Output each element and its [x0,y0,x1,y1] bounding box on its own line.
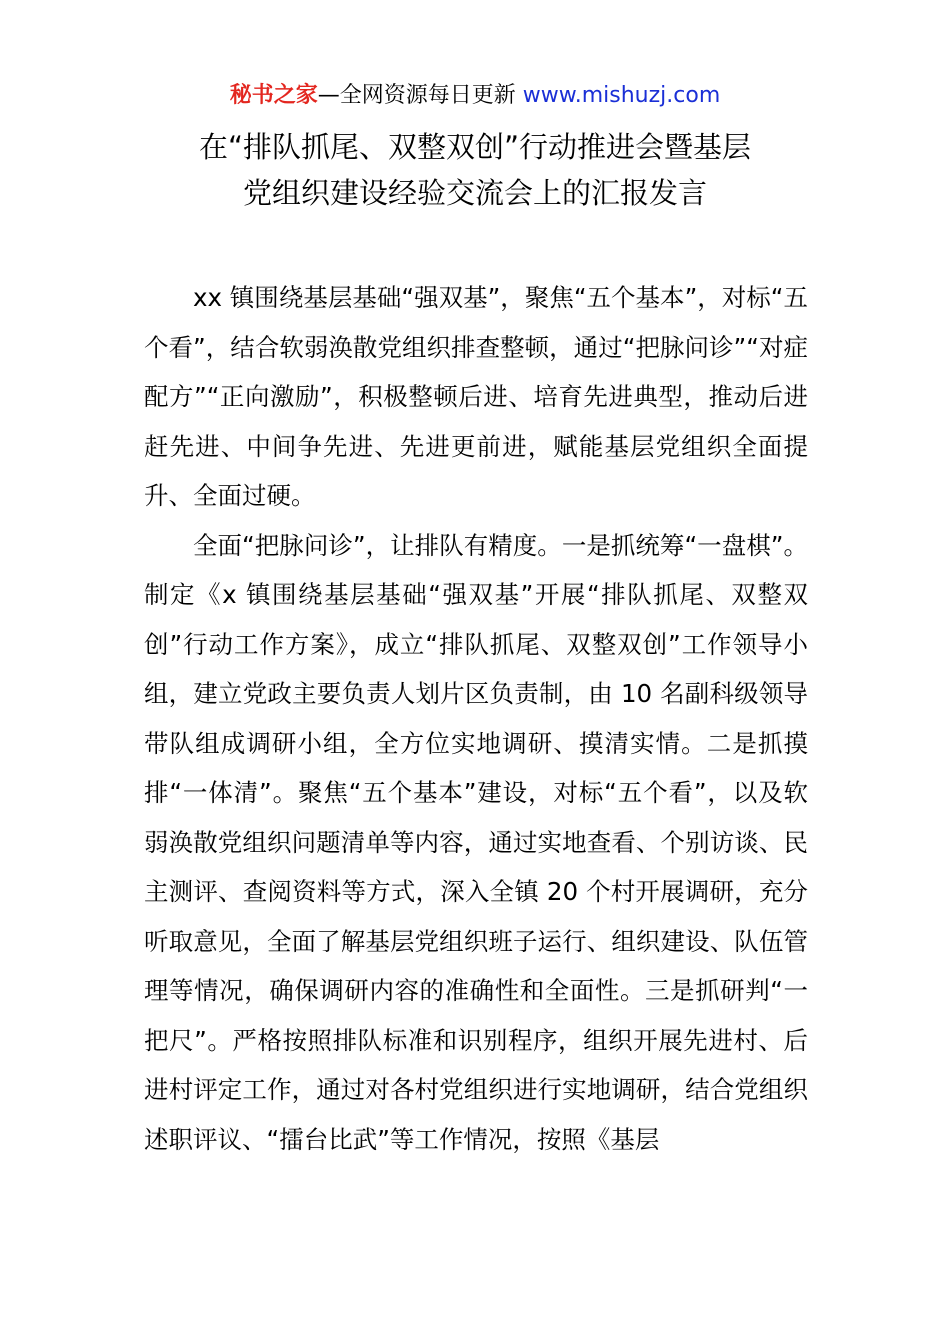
site-tagline: —全网资源每日更新 [317,83,516,108]
site-header [0,80,950,112]
document-title [120,124,830,216]
document-body [144,273,808,1164]
title-line-1: 在“排队抓尾、双整双创”行动推进会暨基层 [198,130,752,164]
title-line-2: 党组织建设经验交流会上的汇报发言 [242,176,707,210]
site-url-link[interactable]: www.mishuzj.com [522,83,721,108]
site-brand: 秘书之家 [229,83,318,108]
body-paragraph-1: xx 镇围绕基层基础“强双基”，聚焦“五个基本”，对标“五个看”，结合软弱涣散党组织排查整顿，通过“把脉问诊”“对症配方”“正向激励”，积极整顿后进、培育先进典型，推动后进赶先进、中间争先进、先进更前进，赋能基层党组织全面提升、全面过硬。 [144,283,808,510]
body-paragraph-2: 全面“把脉问诊”，让排队有精度。一是抓统筹“一盘棋”。制定《x 镇围绕基层基础“强双基”开展“排队抓尾、双整双创”行动工作方案》，成立“排队抓尾、双整双创”工作领导小组，建立党政主要负责人划片区负责制，由 10 名副科级领导带队组成调研小组，全方位实地调研、摸清实情。二是抓摸排“一体清”。聚焦“五个基本”建设，对标“五个看”，以及软弱涣散党组织问题清单等内容，通过实地查看、个别访谈、民主测评、查阅资料等方式，深入全镇 20 个村开展调研，充分听取意见，全面了解基层党组织班子运行、组织建设、队伍管理等情况，确保调研内容的准确性和全面性。三是抓研判“一把尺”。严格按照排队标准和识别程序，组织开展先进村、后进村评定工作，通过对各村党组织进行实地调研，结合党组织述职评议、“擂台比武”等工作情况，按照《基层 [144,530,808,1154]
